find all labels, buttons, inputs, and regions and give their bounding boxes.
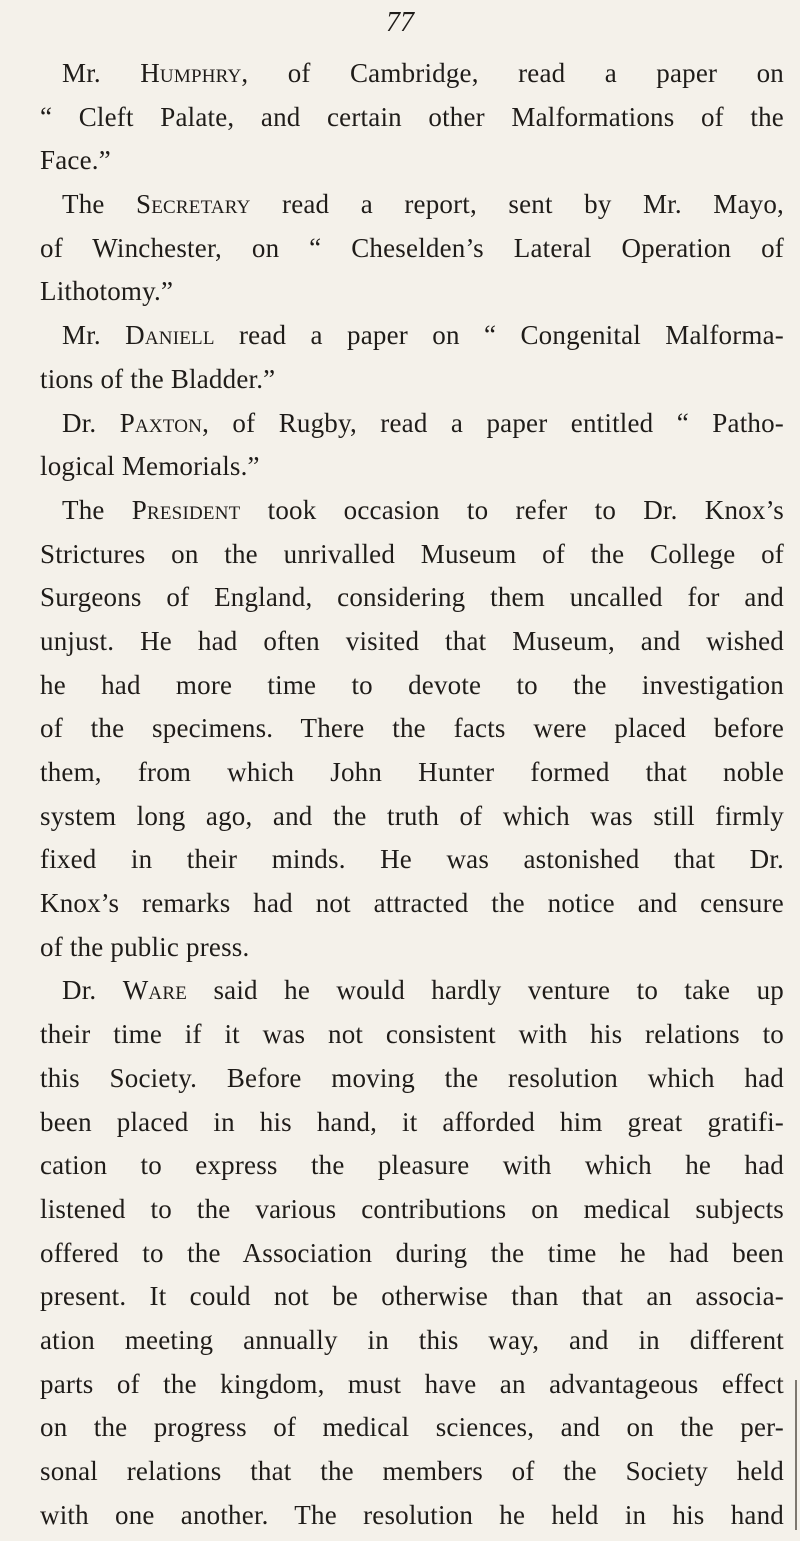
text-line: [40, 1101, 784, 1145]
text-line: [40, 1232, 784, 1276]
text-line: [40, 1188, 784, 1232]
text-run: listened to the various contributions on medical subjects: [40, 1193, 784, 1224]
text-run: Strictures on the unrivalled Museum of the College of: [40, 538, 784, 569]
text-line: [40, 227, 784, 271]
text-line: [40, 969, 784, 1013]
text-line: [40, 576, 784, 620]
text-line: [40, 882, 784, 926]
text-line: [40, 707, 784, 751]
text-run: sonal relations that the members of the Society held: [40, 1456, 784, 1486]
text-line: [40, 533, 784, 577]
text-line: [40, 314, 784, 358]
text-run: , of Rugby, read a paper entitled “ Patho-: [202, 407, 784, 438]
page-number: 77: [386, 7, 414, 38]
text-run: tions of the Bladder.”: [40, 363, 276, 394]
text-line: [40, 52, 784, 96]
text-run: unjust. He had often visited that Museum, and wished: [40, 625, 784, 656]
text-line: [40, 183, 784, 227]
text-line: [40, 795, 784, 839]
speaker-name: Humphry: [140, 58, 242, 88]
text-run: on the progress of medical sciences, and on the per-: [40, 1412, 784, 1443]
text-run: system long ago, and the truth of which was still firmly: [40, 800, 784, 831]
text-run: Mr.: [62, 58, 141, 88]
text-line: [40, 1363, 784, 1407]
text-run: fixed in their minds. He was astonished that Dr.: [40, 844, 784, 875]
text-run: Mr.: [62, 320, 126, 351]
text-line: [40, 402, 784, 446]
text-line: [40, 1450, 784, 1494]
text-line: [40, 1319, 784, 1363]
text-line: [40, 358, 784, 402]
text-run: The: [62, 189, 137, 220]
text-line: [40, 838, 784, 882]
text-run: ation meeting annually in this way, and in different: [40, 1324, 784, 1355]
text-run: “ Cleft Palate, and certain other Malformations of the: [40, 101, 784, 132]
text-run: of Winchester, on “ Cheselden’s Lateral Operation of: [40, 232, 784, 263]
text-run: been placed in his hand, it afforded him great gratifi-: [40, 1106, 784, 1137]
text-line: [40, 489, 784, 533]
text-run: this Society. Before moving the resolution which had: [40, 1062, 784, 1093]
text-run: offered to the Association during the time he had been: [40, 1237, 784, 1268]
text-run: took occasion to refer to Dr. Knox’s: [240, 494, 784, 525]
text-run: with one another. The resolution he held in his hand: [40, 1499, 784, 1530]
text-line: [40, 620, 784, 664]
text-line: [40, 1406, 784, 1450]
speaker-name: Paxton: [119, 407, 203, 438]
text-line: [40, 1144, 784, 1188]
text-line: [40, 139, 784, 183]
page-edge-mark: [795, 1380, 797, 1530]
speaker-name: Secretary: [136, 189, 251, 220]
text-run: of the specimens. There the facts were placed before: [40, 713, 784, 744]
text-line: [40, 664, 784, 708]
text-run: cation to express the pleasure with which he had: [40, 1150, 784, 1181]
text-run: read a report, sent by Mr. Mayo,: [250, 189, 784, 220]
text-line: [40, 445, 784, 489]
text-run: read a paper on “ Congenital Malforma-: [214, 320, 785, 351]
text-run: of the public press.: [40, 931, 250, 962]
text-run: Knox’s remarks had not attracted the notice and censure: [40, 888, 784, 919]
text-run: Dr.: [62, 407, 120, 438]
speaker-name: Ware: [122, 975, 188, 1006]
text-run: Surgeons of England, considering them uncalled for and: [40, 582, 784, 613]
text-run: he had more time to devote to the investigation: [40, 669, 784, 700]
text-run: parts of the kingdom, must have an advantageous effect: [40, 1368, 784, 1399]
text-line: [40, 1013, 784, 1057]
text-run: Dr.: [62, 975, 123, 1006]
text-run: The: [62, 494, 132, 525]
text-line: [40, 1275, 784, 1319]
speaker-name: Daniell: [125, 320, 215, 351]
speaker-name: President: [131, 494, 241, 525]
text-run: present. It could not be otherwise than that an associa-: [40, 1281, 784, 1312]
text-line: [40, 926, 784, 970]
body-text: [40, 52, 784, 1537]
text-run: Lithotomy.”: [40, 276, 174, 307]
text-line: [40, 96, 784, 140]
text-run: , of Cambridge, read a paper on: [241, 58, 784, 88]
text-line: [40, 1494, 784, 1538]
text-line: [40, 270, 784, 314]
text-run: Face.”: [40, 145, 111, 176]
text-run: their time if it was not consistent with his relations to: [40, 1019, 784, 1050]
text-line: [40, 751, 784, 795]
text-run: logical Memorials.”: [40, 451, 260, 482]
text-run: them, from which John Hunter formed that noble: [40, 757, 784, 787]
text-line: [40, 1057, 784, 1101]
text-run: said he would hardly venture to take up: [187, 975, 784, 1006]
